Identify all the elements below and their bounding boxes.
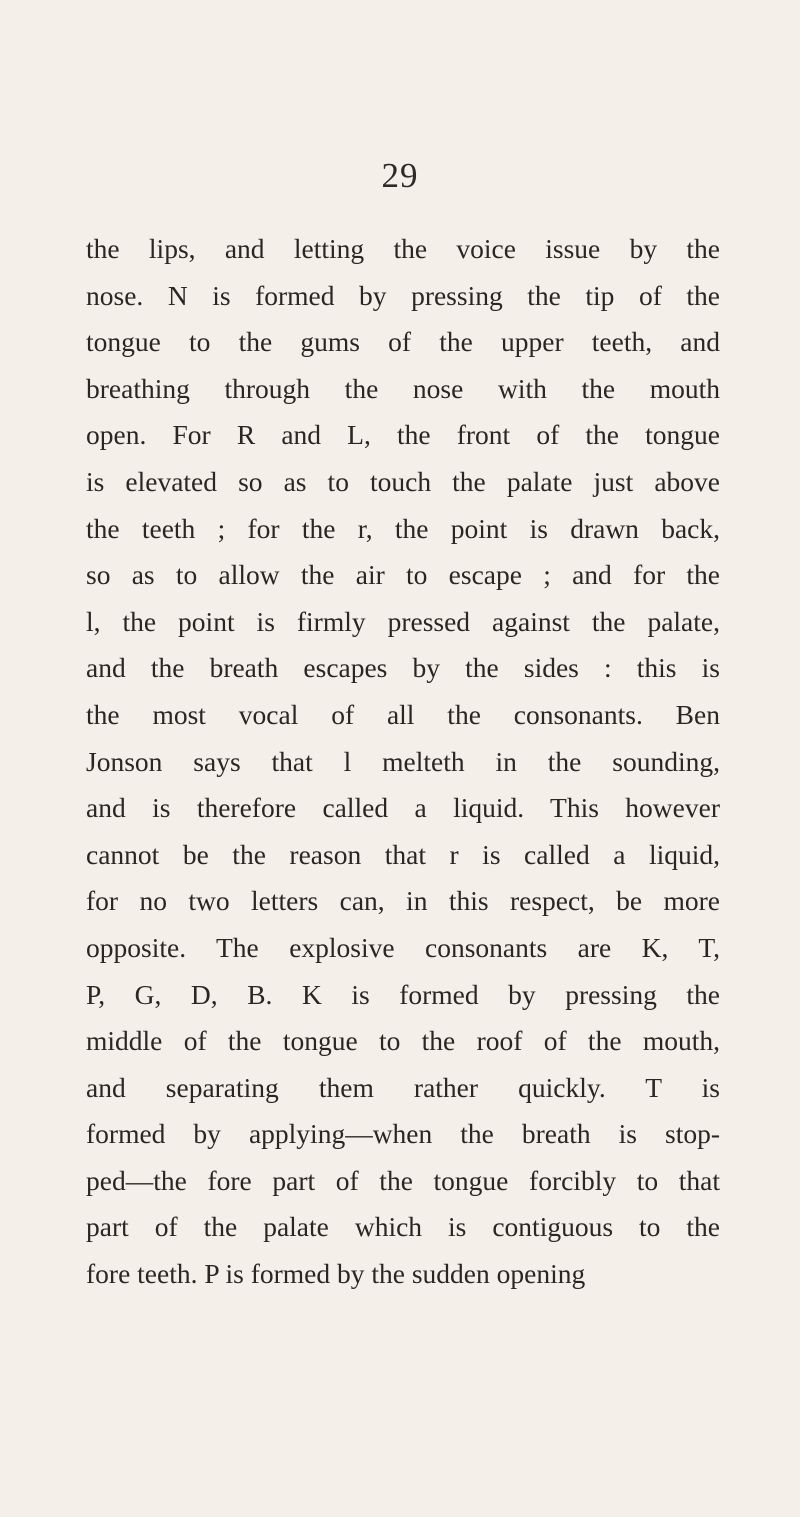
text-line: ped—the fore part of the tongue forcibly to that [86, 1164, 720, 1196]
text-line: and separating them rather quickly. T is [86, 1071, 720, 1103]
text-line: Jonson says that l melteth in the sounding, [86, 745, 720, 777]
text-line: middle of the tongue to the roof of the mouth, [86, 1025, 720, 1057]
text-line: open. For R and L, the front of the tongue [86, 419, 720, 451]
text-line: for no two letters can, in this respect, be more [86, 885, 720, 917]
text-line: nose. N is formed by pressing the tip of the [86, 279, 720, 311]
text-line: fore teeth. P is formed by the sudden opening [86, 1258, 586, 1290]
text-line: tongue to the gums of the upper teeth, and [86, 326, 720, 358]
text-line: P, G, D, B. K is formed by pressing the [86, 978, 720, 1010]
text-line: the lips, and letting the voice issue by the [86, 233, 720, 264]
text-line: is elevated so as to touch the palate just above [86, 465, 720, 497]
text-line: part of the palate which is contiguous to the [86, 1211, 720, 1243]
text-line: breathing through the nose with the mouth [86, 372, 720, 404]
page-number: 29 [381, 156, 419, 195]
text-line: l, the point is firmly pressed against the palate, [86, 605, 720, 637]
text-line: and the breath escapes by the sides : this is [86, 652, 720, 684]
body-text [86, 226, 720, 1298]
text-line: so as to allow the air to escape ; and for the [86, 559, 720, 591]
text-line: the most vocal of all the consonants. Ben [86, 698, 720, 730]
text-line: cannot be the reason that r is called a liquid, [86, 838, 720, 870]
text-line: formed by applying—when the breath is stop- [86, 1118, 720, 1150]
text-line: the teeth ; for the r, the point is drawn back, [86, 512, 720, 544]
text-line: and is therefore called a liquid. This however [86, 792, 720, 824]
text-line: opposite. The explosive consonants are K, T, [86, 931, 720, 963]
